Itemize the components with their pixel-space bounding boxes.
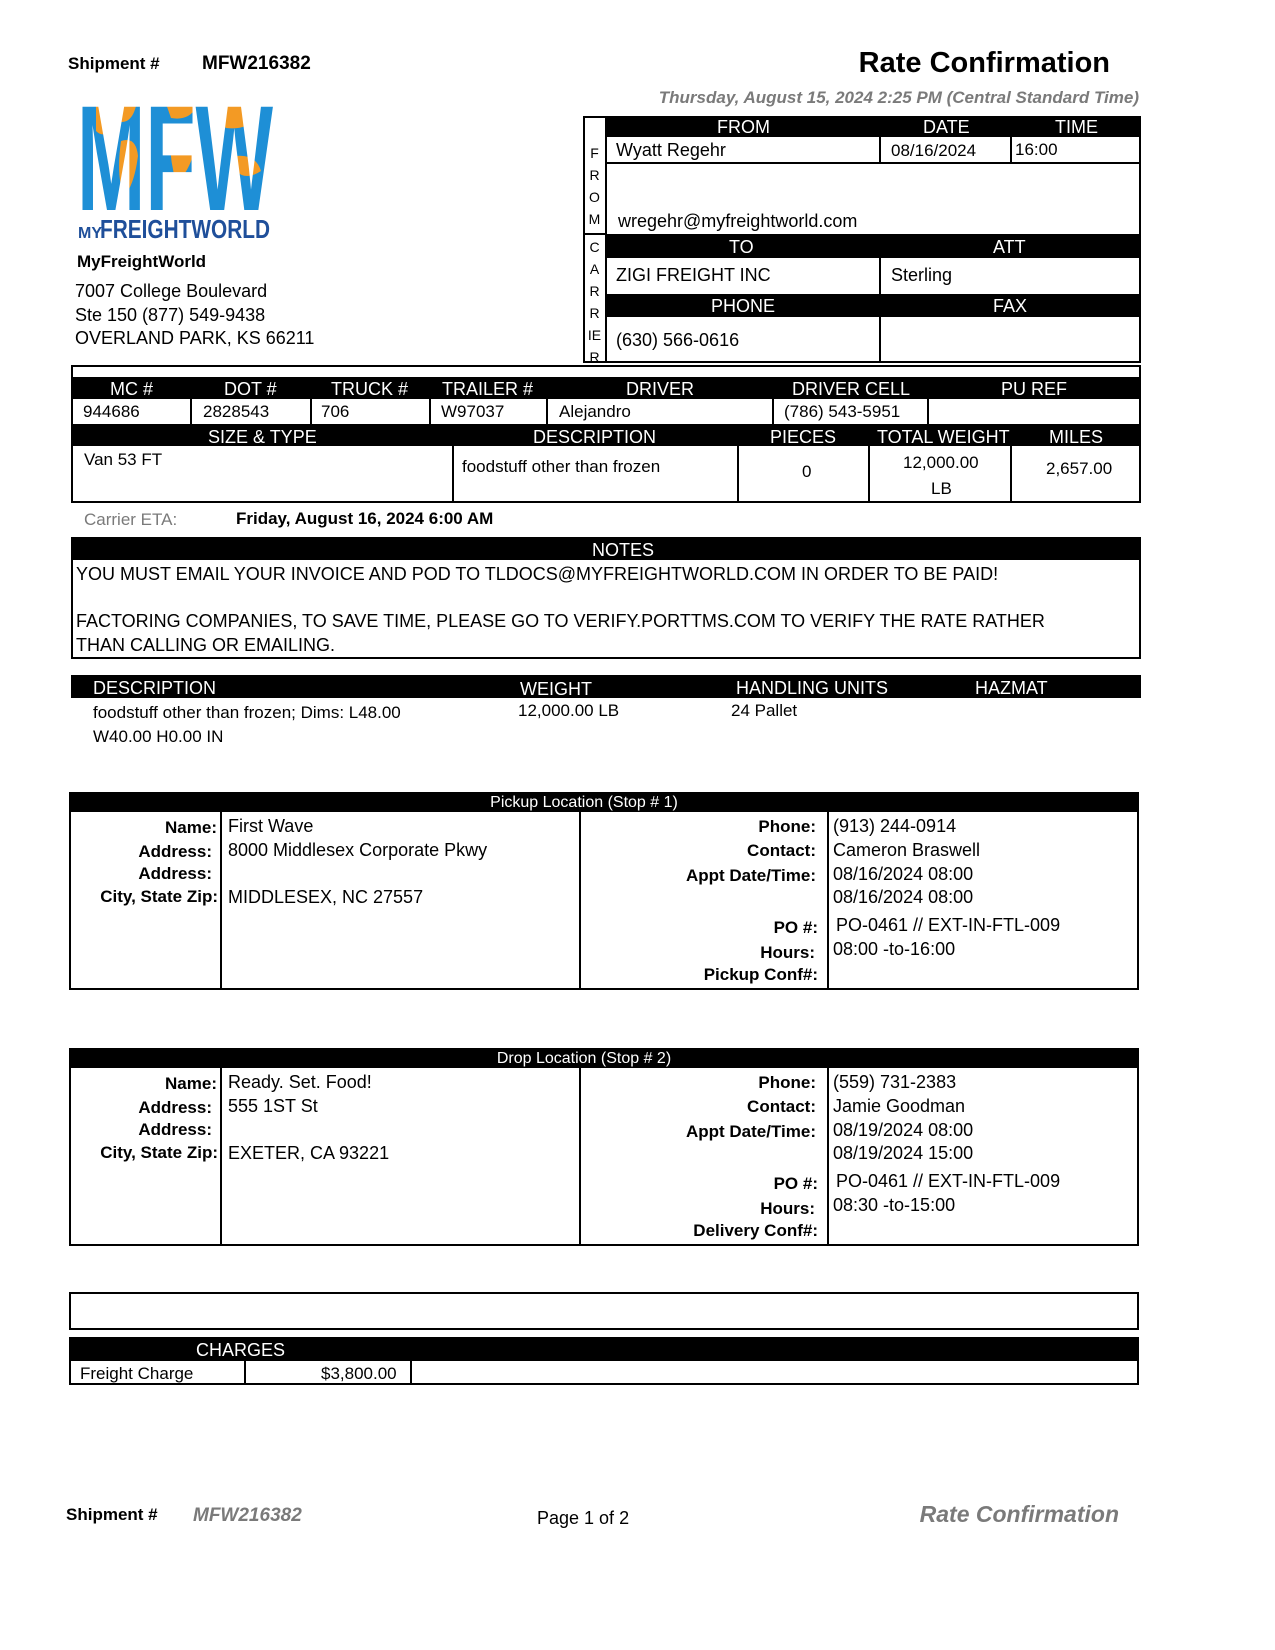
- pickup-conf-label: Pickup Conf#:: [703, 965, 818, 984]
- carrier-to: ZIGI FREIGHT INC: [616, 265, 771, 285]
- pickup-appt-end: 08/16/2024 08:00: [833, 887, 974, 907]
- pickup-address: 8000 Middlesex Corporate Pkwy: [228, 840, 488, 860]
- load-description: foodstuff other than frozen: [462, 457, 661, 476]
- drop-conf-label: Delivery Conf#:: [693, 1221, 818, 1240]
- drop-contact-label: Contact:: [747, 1097, 816, 1116]
- company-logo: [76, 86, 274, 242]
- truck-number: 706: [321, 402, 350, 421]
- pickup-header: Pickup Location (Stop # 1): [490, 794, 678, 811]
- carrier-att: Sterling: [891, 265, 953, 285]
- truck-header: TRUCK #: [331, 379, 409, 399]
- drop-header: Drop Location (Stop # 2): [496, 1050, 672, 1067]
- drop-appt-end: 08/19/2024 15:00: [833, 1143, 974, 1163]
- commodity-description-line2: W40.00 H0.00 IN: [93, 727, 224, 746]
- phone-header-bar: [607, 294, 1141, 317]
- footer-shipment-number: MFW216382: [193, 1505, 302, 1526]
- commodity-weight-header: WEIGHT: [520, 679, 592, 699]
- driver-name: Alejandro: [559, 402, 631, 421]
- pickup-name-label: Name:: [165, 818, 217, 837]
- miles-header: MILES: [1049, 427, 1104, 447]
- drop-hours: 08:30 -to-15:00: [833, 1195, 956, 1215]
- pickup-name: First Wave: [228, 816, 314, 836]
- pickup-po: PO-0461 // EXT-IN-FTL-009: [836, 915, 1061, 935]
- fax-header: FAX: [993, 296, 1028, 316]
- footer-title: Rate Confirmation: [919, 1501, 1119, 1527]
- from-time: 16:00: [1015, 140, 1058, 159]
- drop-appt-label: Appt Date/Time:: [685, 1122, 816, 1141]
- drop-name: Ready. Set. Food!: [228, 1072, 372, 1092]
- company-address-line2: Ste 150 (877) 549-9438: [75, 305, 266, 325]
- from-name: Wyatt Regehr: [616, 140, 726, 160]
- notes-header: NOTES: [592, 540, 655, 560]
- pickup-contact-label: Contact:: [747, 841, 816, 860]
- mc-number: 944686: [83, 402, 140, 421]
- notes-line-2: FACTORING COMPANIES, TO SAVE TIME, PLEASE GO TO VERIFY.PORTTMS.COM TO VERIFY THE RATE RATHER: [76, 611, 1045, 631]
- notes-line-1: YOU MUST EMAIL YOUR INVOICE AND POD TO TLDOCS@MYFREIGHTWORLD.COM IN ORDER TO BE PAID!: [76, 564, 999, 584]
- dot-number: 2828543: [203, 402, 270, 421]
- pu-ref-header: PU REF: [1001, 379, 1068, 399]
- phone-header: PHONE: [711, 296, 776, 316]
- commodity-description-header: DESCRIPTION: [93, 678, 217, 698]
- commodity-description-line1: foodstuff other than frozen; Dims: L48.00: [93, 703, 401, 722]
- driver-header: DRIVER: [626, 379, 695, 399]
- pieces: 0: [802, 462, 812, 481]
- handling-units-header: HANDLING UNITS: [736, 678, 889, 698]
- pickup-appt-label: Appt Date/Time:: [685, 866, 816, 885]
- eta-label: Carrier ETA:: [84, 510, 178, 529]
- driver-cell-header: DRIVER CELL: [792, 379, 911, 399]
- description-header: DESCRIPTION: [533, 427, 657, 447]
- trailer-header: TRAILER #: [442, 379, 534, 399]
- total-weight-header: TOTAL WEIGHT: [877, 427, 1010, 447]
- svg-text:FREIGHTWORLD: FREIGHTWORLD: [100, 214, 270, 242]
- drop-address-label: Address:: [138, 1098, 212, 1117]
- commodity-weight: 12,000.00 LB: [518, 701, 620, 720]
- driver-cell: (786) 543-5951: [784, 402, 901, 421]
- pickup-appt-start: 08/16/2024 08:00: [833, 864, 974, 884]
- drop-hours-label: Hours:: [760, 1199, 815, 1218]
- side-label-carrier: C A R R IE R: [587, 239, 602, 365]
- pickup-phone-label: Phone:: [758, 817, 816, 836]
- charges-header: CHARGES: [196, 1340, 286, 1360]
- charge-amount: $3,800.00: [321, 1364, 397, 1383]
- print-datetime: Thursday, August 15, 2024 2:25 PM (Central Standard Time): [658, 88, 1139, 107]
- dot-header: DOT #: [224, 379, 277, 399]
- date-header: DATE: [923, 117, 970, 137]
- pickup-address2-label: Address:: [138, 864, 212, 883]
- drop-name-label: Name:: [165, 1074, 217, 1093]
- size-type: Van 53 FT: [84, 450, 163, 469]
- to-header: TO: [729, 237, 754, 257]
- pickup-address-label: Address:: [138, 842, 212, 861]
- pickup-city-label: City, State Zip:: [100, 887, 218, 906]
- time-header: TIME: [1055, 117, 1098, 137]
- drop-po: PO-0461 // EXT-IN-FTL-009: [836, 1171, 1061, 1191]
- pickup-po-label: PO #:: [773, 918, 818, 937]
- charges-row: [69, 1359, 1139, 1385]
- miles: 2,657.00: [1046, 459, 1113, 478]
- total-weight-unit: LB: [931, 479, 952, 498]
- page-number: Page 1 of 2: [537, 1508, 630, 1528]
- pickup-contact: Cameron Braswell: [833, 840, 981, 860]
- size-type-header: SIZE & TYPE: [208, 427, 317, 447]
- drop-address: 555 1ST St: [228, 1096, 318, 1116]
- drop-phone: (559) 731-2383: [833, 1072, 957, 1092]
- drop-appt-start: 08/19/2024 08:00: [833, 1120, 974, 1140]
- eta-value: Friday, August 16, 2024 6:00 AM: [236, 509, 494, 528]
- carrier-phone: (630) 566-0616: [616, 330, 740, 350]
- notes-line-3: THAN CALLING OR EMAILING.: [76, 635, 336, 655]
- att-header: ATT: [993, 237, 1026, 257]
- charge-item: Freight Charge: [80, 1364, 194, 1383]
- company-name: MyFreightWorld: [77, 252, 207, 271]
- handling-units: 24 Pallet: [731, 701, 798, 720]
- drop-phone-label: Phone:: [758, 1073, 816, 1092]
- drop-contact: Jamie Goodman: [833, 1096, 966, 1116]
- total-weight: 12,000.00: [903, 453, 979, 472]
- page-title: Rate Confirmation: [858, 47, 1110, 79]
- drop-address2-label: Address:: [138, 1120, 212, 1139]
- pickup-phone: (913) 244-0914: [833, 816, 957, 836]
- from-email[interactable]: wregehr@myfreightworld.com: [618, 211, 858, 231]
- hazmat-header: HAZMAT: [975, 678, 1048, 698]
- from-date: 08/16/2024: [891, 141, 977, 160]
- shipment-number: MFW216382: [202, 53, 311, 74]
- trailer-number: W97037: [441, 402, 505, 421]
- drop-city-label: City, State Zip:: [100, 1143, 218, 1162]
- blank-box: [69, 1292, 1139, 1330]
- side-label-from: F R O M: [588, 145, 601, 227]
- pickup-hours-label: Hours:: [760, 943, 815, 962]
- company-address-line3: OVERLAND PARK, KS 66211: [75, 328, 315, 348]
- from-header: FROM: [717, 117, 770, 137]
- drop-po-label: PO #:: [773, 1174, 818, 1193]
- pickup-city: MIDDLESEX, NC 27557: [228, 887, 424, 907]
- footer-shipment-label: Shipment #: [66, 1505, 158, 1524]
- pickup-hours: 08:00 -to-16:00: [833, 939, 956, 959]
- mc-header: MC #: [110, 379, 154, 399]
- company-address-line1: 7007 College Boulevard: [75, 281, 268, 301]
- drop-city: EXETER, CA 93221: [228, 1143, 390, 1163]
- svg-text:MY: MY: [78, 225, 102, 242]
- shipment-label: Shipment #: [68, 54, 160, 73]
- pieces-header: PIECES: [770, 427, 837, 447]
- to-header-bar: [607, 234, 1141, 258]
